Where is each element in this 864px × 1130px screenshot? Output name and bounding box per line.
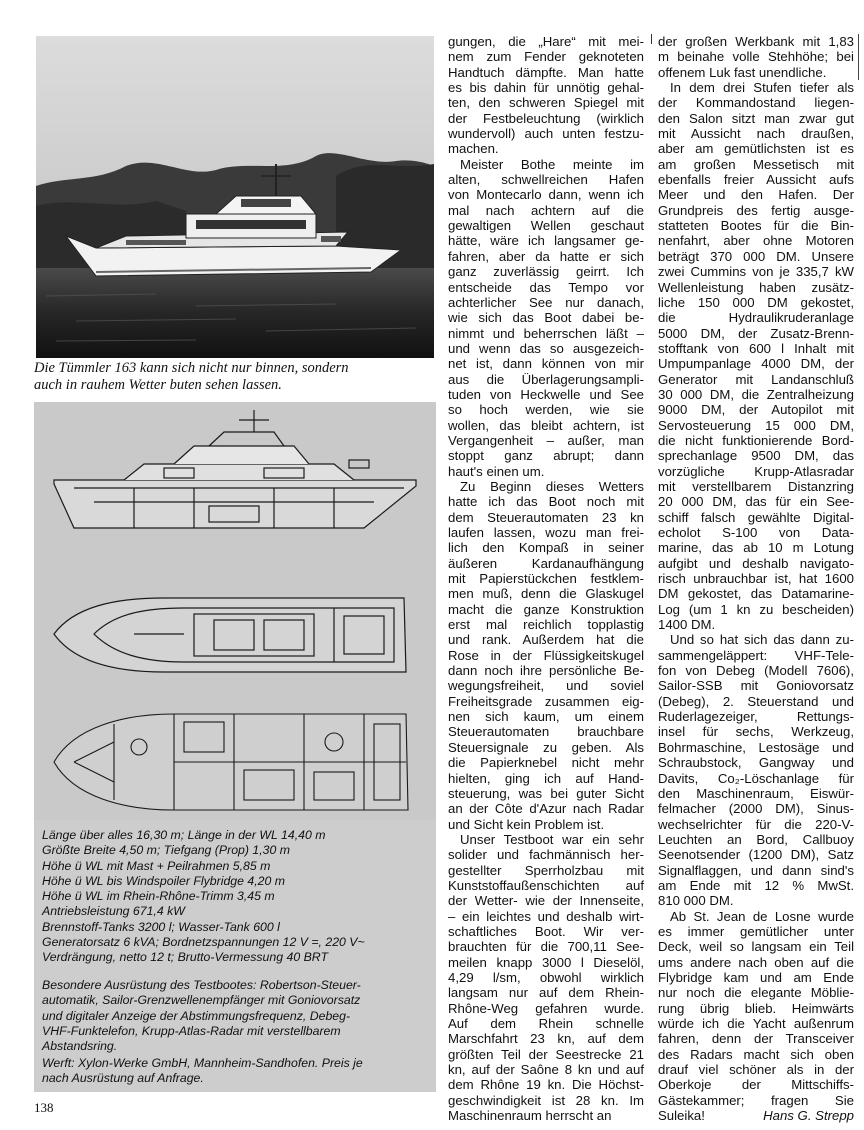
page-number: 138 bbox=[34, 1100, 54, 1115]
text-line: Ab St. Jean de Losne wurde bbox=[670, 908, 854, 924]
text-line: Auf dem Rhein schnelle bbox=[448, 1016, 644, 1031]
text-line: Flybridge kam und am Ende bbox=[658, 969, 854, 985]
text-line: alten, schwellreichen Hafen bbox=[448, 172, 644, 188]
text-line: ums andere nach oben auf die bbox=[658, 954, 854, 970]
text-line: Schraubstock, Gangway und bbox=[658, 755, 854, 771]
text-line: lich den Kompaß in seiner bbox=[448, 540, 644, 556]
article-paragraph bbox=[658, 632, 854, 908]
text-line: Marschfahrt 23 kn, auf dem bbox=[448, 1031, 644, 1047]
text-line-content: Suleika! bbox=[658, 1108, 705, 1124]
text-line: Rhône-Weg gefahren wurde. bbox=[448, 1000, 644, 1016]
spec-item: Höhe ü WL bis Windspoiler Flybridge 4,20 m bbox=[42, 873, 285, 888]
text-line: der Kommandostand liegen- bbox=[658, 95, 854, 111]
text-line: drauf viel schöner als in der bbox=[658, 1062, 854, 1078]
article-paragraph bbox=[448, 832, 644, 1124]
text-line: macht die ganze Konstruktion bbox=[448, 601, 644, 617]
text-line: vorzügliche Krupp-Atlasradar bbox=[658, 463, 854, 479]
text-line: laufen lassen, wozu man frei- bbox=[448, 525, 644, 540]
text-line: erst mal reichlich topplastig bbox=[448, 617, 644, 633]
yacht-photo bbox=[36, 36, 434, 358]
text-line: mit Aussicht nach draußen, bbox=[658, 126, 854, 142]
text-line: tuden von Heckwelle und See bbox=[448, 386, 644, 402]
special-equipment bbox=[42, 978, 428, 1054]
text-line: mal nach achtern auf die bbox=[448, 202, 644, 218]
spec-item: Höhe ü WL im Rhein-Rhône-Trimm 3,45 m bbox=[42, 889, 275, 904]
text-line: fahren, aber da hatte er sich bbox=[448, 248, 644, 264]
text-line: Davits, Co₂-Löschanlage für bbox=[658, 770, 854, 786]
text-line: marine, das ab 10 m Lotung bbox=[658, 540, 854, 556]
text-line: ganz zuverlässig geirrt. Ich bbox=[448, 264, 644, 280]
spec-item: Größte Breite 4,50 m; Tiefgang (Prop) 1,30 m bbox=[42, 843, 290, 858]
text-line: sprechanlage 9500 DM, das bbox=[658, 448, 854, 464]
text-line: 30 000 DM, die Zentralheizung bbox=[658, 386, 854, 402]
text-line: haut's einen um. bbox=[448, 463, 545, 479]
text-line: nur noch die elegante Möblie- bbox=[658, 985, 854, 1001]
text-line: sammengeläppert: VHF-Tele- bbox=[658, 647, 854, 663]
text-line: aber am gemütlichsten ist es bbox=[658, 141, 854, 157]
text-line: felmacher (2000 DM), Sinus- bbox=[658, 801, 854, 817]
equipment-line: automatik, Sailor-Grenzwellenempfänger mit Goniovorsatz bbox=[42, 993, 361, 1008]
text-line: die nicht funktionierende Bord- bbox=[658, 432, 854, 448]
text-line: hielten, ging ich auf Hand- bbox=[448, 770, 644, 786]
article-column-middle bbox=[448, 34, 644, 1123]
text-line: und wenn das so ausgezeich- bbox=[448, 340, 644, 356]
text-line: ten, den schweren Spiegel mit bbox=[448, 95, 644, 111]
text-line: so hoch werden, wie sie bbox=[448, 402, 644, 418]
text-line: m beinahe volle Stehhöhe; bei bbox=[658, 49, 854, 65]
text-line: liche 150 000 DM gekostet, bbox=[658, 294, 854, 310]
text-line: – ein leichtes und deshalb wirt- bbox=[448, 908, 644, 924]
photo-caption bbox=[34, 360, 434, 394]
text-line: Freiheitsgrade zusammen eig- bbox=[448, 693, 644, 709]
text-line: echolot S-100 von Data- bbox=[658, 525, 854, 540]
text-line: Sailor-SSB mit Goniovorsatz bbox=[658, 678, 854, 694]
shipyard-line: Werft: Xylon-Werke GmbH, Mannheim-Sandhofen. Preis je bbox=[42, 1056, 363, 1070]
text-line: mit Papierstückchen festklem- bbox=[448, 571, 644, 587]
text-line: schaftliches Boot. Wir ver- bbox=[448, 923, 644, 939]
text-line: kn, auf der Saône 8 kn und auf bbox=[448, 1062, 644, 1078]
text-line: machen. bbox=[448, 141, 499, 157]
text-line: statteten Bootes für die Bin- bbox=[658, 218, 854, 234]
spec-item: Länge über alles 16,30 m; Länge in der WL 14,40 m bbox=[42, 828, 326, 842]
spec-item: Verdrängung, netto 12 t; Brutto-Vermessung 40 BRT bbox=[42, 950, 328, 965]
caption-line: auch in rauhem Wetter buten sehen lassen. bbox=[34, 377, 282, 393]
text-line: 810 000 DM. bbox=[658, 893, 734, 909]
equipment-line: und digitaler Anzeige der Abstimmungsfrequenz, Debeg- bbox=[42, 1008, 351, 1023]
text-line: des Radars macht sich oben bbox=[658, 1046, 854, 1062]
text-line: an der Côte d'Azur nach Radar bbox=[448, 801, 644, 817]
text-line: nimmt und beherrschen läßt – bbox=[448, 325, 644, 341]
text-line: ebenfalls freier Aussicht aufs bbox=[658, 172, 854, 188]
text-line: Vergangenheit – außer, man bbox=[448, 432, 644, 448]
text-line: Meer und den Hafen. Der bbox=[658, 187, 854, 203]
text-line: dem Rhône 19 kn. Die Höchst- bbox=[448, 1077, 644, 1093]
column-divider bbox=[651, 34, 652, 44]
text-line: Leuchten an Bord, Callbuoy bbox=[658, 831, 854, 847]
article-paragraph bbox=[658, 909, 854, 1124]
text-line: äußeren Kardanaufhängung bbox=[448, 555, 644, 571]
text-line: mit verstellbarem Distanzring bbox=[658, 478, 854, 494]
equipment-line: Abstandsring. bbox=[42, 1039, 118, 1054]
text-line: net ist, dann können von mir bbox=[448, 356, 644, 372]
text-line: Bohrmaschine, Lestosäge und bbox=[658, 739, 854, 755]
text-line: am Ende mit 12 % MwSt. bbox=[658, 877, 854, 893]
text-line: brauchten für die 700,11 See- bbox=[448, 939, 644, 955]
text-line: Steuerautomaten brauchbare bbox=[448, 724, 644, 740]
text-line: steuerung, was bei guter Sicht bbox=[448, 785, 644, 801]
text-line: (Debeg), 2. Steuerstand und bbox=[658, 693, 854, 709]
text-line: stofftank von 600 l Inhalt mit bbox=[658, 340, 854, 356]
author-signature: Hans G. Strepp bbox=[763, 1108, 854, 1124]
text-line: hatte ich das Boot noch mit bbox=[448, 494, 644, 510]
text-line: offenem Luk fast unendliche. bbox=[658, 64, 827, 80]
text-line: geschwindigkeit ist 28 kn. Im bbox=[448, 1092, 644, 1108]
text-line: den Salon sitzt man zwar gut bbox=[658, 110, 854, 126]
text-line: Ruderlagezeiger, Rettungs- bbox=[658, 709, 854, 725]
caption-line: Die Tümmler 163 kann sich nicht nur binnen, sondern bbox=[34, 360, 349, 376]
text-line: 20 000 DM, das für ein See- bbox=[658, 494, 854, 510]
text-line: langsam nur auf dem Rhein- bbox=[448, 985, 644, 1001]
text-line: DM gekostet, das Datamarine- bbox=[658, 586, 854, 602]
text-line: es immer gemütlicher unter bbox=[658, 923, 854, 939]
text-line: insel für sechs, Werkzeug, bbox=[658, 724, 854, 740]
text-line: aus die Überlagerungsampli- bbox=[448, 371, 644, 387]
text-line: 9000 DM, der Autopilot mit bbox=[658, 402, 854, 418]
text-line: rung übrig blieb. Heimwärts bbox=[658, 1000, 854, 1016]
article-paragraph bbox=[448, 34, 644, 157]
text-line: entscheide das Tempo vor bbox=[448, 279, 644, 295]
text-line: dem Steuerautomaten 23 kn bbox=[448, 509, 644, 525]
equipment-line: Besondere Ausrüstung des Testbootes: Robertson-Steuer- bbox=[42, 978, 361, 992]
text-line: fon von Debeg (Modell 7606), bbox=[658, 663, 854, 679]
text-line: es bis dahin für unnötig gehal- bbox=[448, 80, 644, 96]
text-line: solider und fachmännisch her- bbox=[448, 847, 644, 863]
text-line: nen sich kaum, um einem bbox=[448, 709, 644, 725]
text-line: Oberkoje der Mittschiffs- bbox=[658, 1077, 854, 1093]
text-line: Servosteuerung 15 000 DM, bbox=[658, 417, 854, 433]
text-line: der Wetter- wie der Innenseite, bbox=[448, 893, 644, 909]
page-edge-mark bbox=[852, 34, 859, 80]
spec-item: Höhe ü WL mit Mast + Peilrahmen 5,85 m bbox=[42, 858, 271, 873]
text-line: Unser Testboot war ein sehr bbox=[460, 831, 644, 847]
text-line: nenfahrt, aber ohne Motoren bbox=[658, 233, 854, 249]
text-line: Meister Bothe meinte im bbox=[460, 156, 644, 172]
text-line: größten Teil der Seestrecke 21 bbox=[448, 1046, 644, 1062]
text-line: und Sicht kein Problem ist. bbox=[448, 816, 605, 832]
text-line: 5000 DM, der Zusatz-Brenn- bbox=[658, 325, 854, 341]
text-line: wundervoll) auch unten festzu- bbox=[448, 126, 644, 142]
text-line: Gästekammer; fragen Sie bbox=[658, 1092, 854, 1108]
article-paragraph bbox=[658, 34, 854, 80]
spec-item: Brennstoff-Tanks 3200 l; Wasser-Tank 600 l bbox=[42, 919, 280, 934]
text-line: wechselrichter für die 220-V- bbox=[658, 816, 854, 832]
text-line: risch unbrauchbar ist, hat 1600 bbox=[658, 571, 854, 587]
article-column-right bbox=[658, 34, 854, 1123]
text-line bbox=[658, 1108, 854, 1123]
text-line: Seenotsender (1200 DM), Satz bbox=[658, 847, 854, 863]
text-line: nem zum Fender geknoteten bbox=[448, 49, 644, 65]
text-line: und rank. Außerdem hat die bbox=[448, 632, 644, 648]
text-line: achterlicher See nur danach, bbox=[448, 294, 644, 310]
article-paragraph bbox=[448, 157, 644, 479]
text-line: Kunststoffaußenschichten auf bbox=[448, 877, 644, 893]
specifications-list bbox=[42, 828, 434, 966]
text-line: der Festbeleuchtung (wirklich bbox=[448, 110, 644, 126]
spec-item: Generatorsatz 6 kVA; Bordnetzspannungen 12 V =, 220 V~ bbox=[42, 935, 365, 950]
shipyard-info bbox=[42, 1056, 428, 1087]
text-line: meilen knapp 3000 l Dieselöl, bbox=[448, 954, 644, 970]
text-line: gewaltigen Wellen geschaut bbox=[448, 218, 644, 234]
equipment-line: VHF-Funktelefon, Krupp-Atlas-Radar mit verstellbarem bbox=[42, 1023, 341, 1038]
spec-item: Antriebsleistung 671,4 kW bbox=[42, 904, 185, 919]
text-line: von Montecarlo dann, wenn ich bbox=[448, 187, 644, 203]
text-line: Rose in der Flüssigkeitskugel bbox=[448, 647, 644, 663]
text-line: fahren, denn der Transceiver bbox=[658, 1031, 854, 1047]
text-line: Zu Beginn dieses Wetters bbox=[460, 478, 644, 494]
text-line: Log (um 1 kn zu bescheiden) bbox=[658, 601, 854, 617]
article-paragraph bbox=[448, 479, 644, 832]
text-line: den Maschinenraum, Eiswür- bbox=[658, 785, 854, 801]
text-line: am großen Messetisch mit bbox=[658, 156, 854, 172]
text-line: gungen, die „Hare“ mit mei- bbox=[448, 34, 644, 49]
text-line: 1400 DM. bbox=[658, 617, 716, 633]
text-line: gestellter Sperrholzbau mit bbox=[448, 862, 644, 878]
text-line: beträgt 370 000 DM. Unsere bbox=[658, 248, 854, 264]
text-line: 4,29 l/sm, obwohl wirklich bbox=[448, 969, 644, 985]
deck-plan-panel bbox=[34, 402, 436, 1092]
text-line: men muß, denn die Glaskugel bbox=[448, 586, 644, 602]
text-line: wie sich das Boot dabei be- bbox=[448, 310, 644, 326]
shipyard-line: nach Ausrüstung auf Anfrage. bbox=[42, 1071, 204, 1086]
text-line: Grundpreis des fertig ausge- bbox=[658, 202, 854, 218]
text-line: Und so hat sich das dann zu- bbox=[670, 632, 854, 648]
text-line: In dem drei Stufen tiefer als bbox=[670, 80, 854, 96]
text-line: stoppt ganz abrupt; dann bbox=[448, 448, 644, 464]
text-line: schiff falsch gewählte Digital- bbox=[658, 509, 854, 525]
text-line: Generator mit Landanschluß bbox=[658, 371, 854, 387]
text-line: Wellenleistung haben zusätz- bbox=[658, 279, 854, 295]
text-line: Handtuch dämpfte. Man hatte bbox=[448, 64, 644, 80]
text-line: Maschinenraum herrscht an bbox=[448, 1108, 612, 1124]
text-line: Deck, weil so langsam ein Teil bbox=[658, 939, 854, 955]
text-line: wollen, das bleibt achtern, ist bbox=[448, 417, 644, 433]
article-paragraph bbox=[658, 80, 854, 632]
text-line: wegungsfreiheit, und soviel bbox=[448, 678, 644, 694]
text-line: der großen Werkbank mit 1,83 bbox=[658, 34, 854, 49]
text-line: würde ich die Yacht außenrum bbox=[658, 1016, 854, 1031]
text-line: dann noch ihre persönliche Be- bbox=[448, 663, 644, 679]
text-line: die Papierknebel nicht mehr bbox=[448, 755, 644, 771]
text-line: aufgibt und deshalb navigato- bbox=[658, 555, 854, 571]
text-line: Umpumpanlage 4000 DM, der bbox=[658, 356, 854, 372]
text-line: Signalflaggen, und dann sind's bbox=[658, 862, 854, 878]
text-line: die Hydraulikruderanlage bbox=[658, 310, 854, 326]
text-line: hätte, wäre ich langsamer ge- bbox=[448, 233, 644, 249]
text-line: Steuersignale zu geben. Als bbox=[448, 739, 644, 755]
text-line: zwei Cummins von je 335,7 kW bbox=[658, 264, 854, 280]
